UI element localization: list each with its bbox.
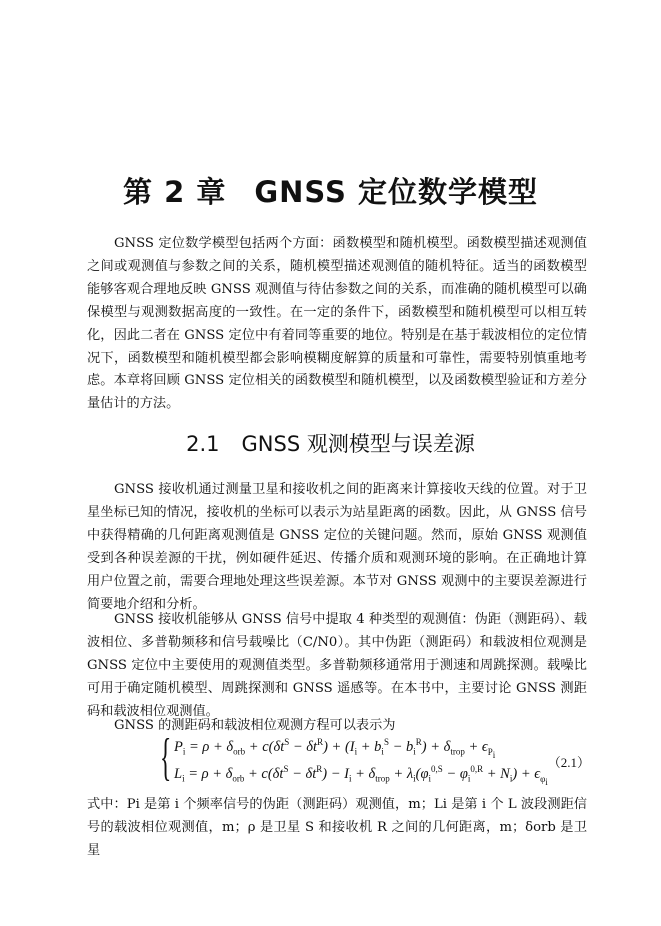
section-title-text: GNSS 观测模型与误差源	[241, 432, 475, 456]
equation-number: （2.1）	[547, 755, 590, 770]
chapter-title	[0, 170, 661, 211]
body-paragraph-1: GNSS 接收机通过测量卫星和接收机之间的距离来计算接收天线的位置。对于卫星坐标已知的情况，接收机的坐标可以表示为站星距离的函数。因此，从 GNSS 信号中获得精确的几何距离观测值是 GNSS 定位的关键问题。然而，原始 GNSS 观测值受到各种误差源的干扰，例如硬件延迟、传播介质和观测环境的影响。在正确地计算用户位置之前，需要合理地处理这些误差源。本节对 GNSS 观测中的主要误差源进行简要地介绍和分析。	[87, 482, 587, 612]
chapter-title-text: GNSS 定位数学模型	[254, 175, 538, 209]
where-paragraph: 式中：Pi 是第 i 个频率信号的伪距（测距码）观测值，m；Li 是第 i 个 L 波段测距信号的载波相位观测值，m；ρ 是卫星 S 和接收机 R 之间的几何距离，m；δorb 是卫星	[87, 797, 587, 858]
intro-paragraph: GNSS 定位数学模型包括两个方面：函数模型和随机模型。函数模型描述观测值之间或观测值与参数之间的关系，随机模型描述观测值的随机特征。适当的函数模型能够客观合理地反映 GNSS 观测值与待估参数之间的关系，而准确的随机模型可以确保模型与观测数据高度的一致性。在一定的条件下，函数模型和随机模型可以相互转化，因此二者在 GNSS 定位中有着同等重要的地位。特别是在基于载波相位的定位情况下，函数模型和随机模型都会影响模糊度解算的质量和可靠性，需要特别慎重地考虑。本章将回顾 GNSS 定位相关的函数模型和随机模型，以及函数模型验证和方差分量估计的方法。	[87, 236, 587, 412]
section-heading	[0, 428, 661, 458]
body-paragraph-2: GNSS 接收机能够从 GNSS 信号中提取 4 种类型的观测值：伪距（测距码）、载波相位、多普勒频移和信号载噪比（C/N0）。其中伪距（测距码）和载波相位观测是 GNSS 定位中主要使用的观测值类型。多普勒频移通常用于测速和周跳探测。载噪比可用于确定随机模型、周跳探测和 GNSS 遥感等。在本书中，主要讨论 GNSS 测距码和载波相位观测值。	[87, 612, 587, 719]
pseudorange-equation: $P_i = \rho + \delta_{orb} + c(\delta t^S - \delta t^R) + (I_i + b_i^S - b_i^R) + \delta_{trop} + \epsilon_{P_i}$	[174, 737, 496, 760]
carrier-phase-equation: $L_i = \rho + \delta_{orb} + c(\delta t^S - \delta t^R) - I_i + \delta_{trop} + \lambda_i(\varphi_i^{0,S} - \varphi_i^{0,R} + N_i) + \epsilon_{\varphi_i}$	[174, 764, 548, 787]
chapter-number: 第 2 章	[122, 175, 227, 209]
section-number: 2.1	[186, 432, 220, 456]
observation-equation	[158, 729, 598, 790]
equation-lead-text: GNSS 的测距码和载波相位观测方程可以表示为	[114, 718, 396, 733]
equation-brace: {	[160, 729, 172, 786]
